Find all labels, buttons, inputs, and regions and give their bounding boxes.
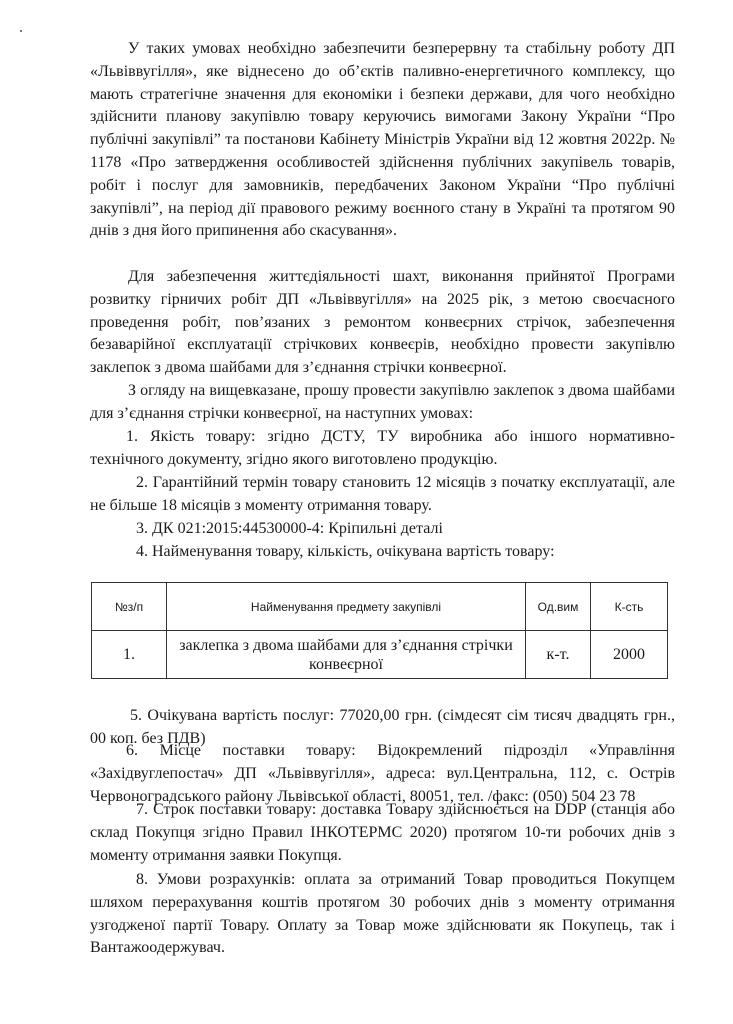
paragraph-justification: Для забезпечення життєдіяльності шахт, виконання прийнятої Програми розвитку гірничих робіт ДП «Львіввугілля» на 2025 рік, з метою своєчасного проведення робіт, пов’язаних з ремонтом конвеєрних стрічок, забезпечення безаварійної експлуатації стрічкових конвеєрів, необхідно провести закупівлю заклепок з двома шайбами для з’єднання стрічки конвеєрної. <box>90 268 675 377</box>
header-item-name: Найменування предмету закупівлі <box>167 583 526 631</box>
cell-quantity: 2000 <box>591 631 668 679</box>
condition-delivery-place: 6. Місце поставки товару: Відокремлений підрозділ «Управління «Західвуглепостач» ДП «Львіввугілля», адреса: вул.Центральна, 112, с. Острів Червоноградського району Львівської області, 80051, тел. /факс: (050) 504 23 78 <box>90 742 675 805</box>
condition-quality: 1. Якість товару: згідно ДСТУ, ТУ виробника або іншого нормативно-технічного документу, згідно якого виготовлено продукцію. <box>90 428 675 468</box>
paragraph-intro: У таких умовах необхідно забезпечити безперервну та стабільну роботу ДП «Львіввугілля», яке віднесено до об’єктів паливно-енергетичного комплексу, що мають стратегічне значення для економіки і безпеки держави, для чого необхідно здійснити планову закупівлю товару керуючись вимогами Закону України “Про публічні закупівлі” та постанови Кабінету Міністрів України від 12 жовтня 2022р. № 1178 «Про затвердження особливостей здійснення публічних закупівель товарів, робіт і послуг для замовників, передбачених Законом України “Про публічні закупівлі”, на період дії правового режиму воєнного стану в Україні та протягом 90 днів з дня його припинення або скасування». <box>90 40 675 240</box>
goods-table <box>91 582 668 679</box>
condition-goods-list: 4. Найменування товару, кількість, очікувана вартість товару: <box>136 543 555 560</box>
paragraph-request: З огляду на вищевказане, прошу провести закупівлю заклепок з двома шайбами для з’єднання стрічки конвеєрної, на наступних умовах: <box>90 382 675 422</box>
condition-payment: 8. Умови розрахунків: оплата за отриманий Товар проводиться Покупцем шляхом перерахування коштів протягом 30 робочих днів з моменту отримання узгодженої партії Товару. Оплату за Товар може здійснювати як Покупець, так і Вантажоодержувач. <box>90 871 675 957</box>
condition-expected-cost: 5. Очікувана вартість послуг: 77020,00 грн. (сімдесят сім тисяч двадцять грн., 00 коп. без ПДВ) <box>90 707 675 747</box>
cell-item-name: заклепка з двома шайбами для з’єднання стрічки конвеєрної <box>167 631 526 679</box>
condition-warranty: 2. Гарантійний термін товару становить 12 місяців з початку експлуатації, але не більше 18 місяців з моменту отримання товару. <box>90 474 675 514</box>
cell-unit: к-т. <box>526 631 591 679</box>
condition-cpv-code: 3. ДК 021:2015:44530000-4: Кріпильні деталі <box>136 520 443 537</box>
cell-number: 1. <box>92 631 167 679</box>
condition-delivery-term: 7. Строк поставки товару: доставка Товару здійснюється на DDP (станція або склад Покупця згідно Правил ІНКОТЕРМС 2020) протягом 10-ти робочих днів з моменту отримання заявки Покупця. <box>90 801 675 864</box>
header-quantity: К-сть <box>591 583 668 631</box>
table-row <box>92 631 668 679</box>
table-header-row <box>92 583 668 631</box>
header-unit: Од.вим <box>526 583 591 631</box>
header-number: №з/п <box>92 583 167 631</box>
